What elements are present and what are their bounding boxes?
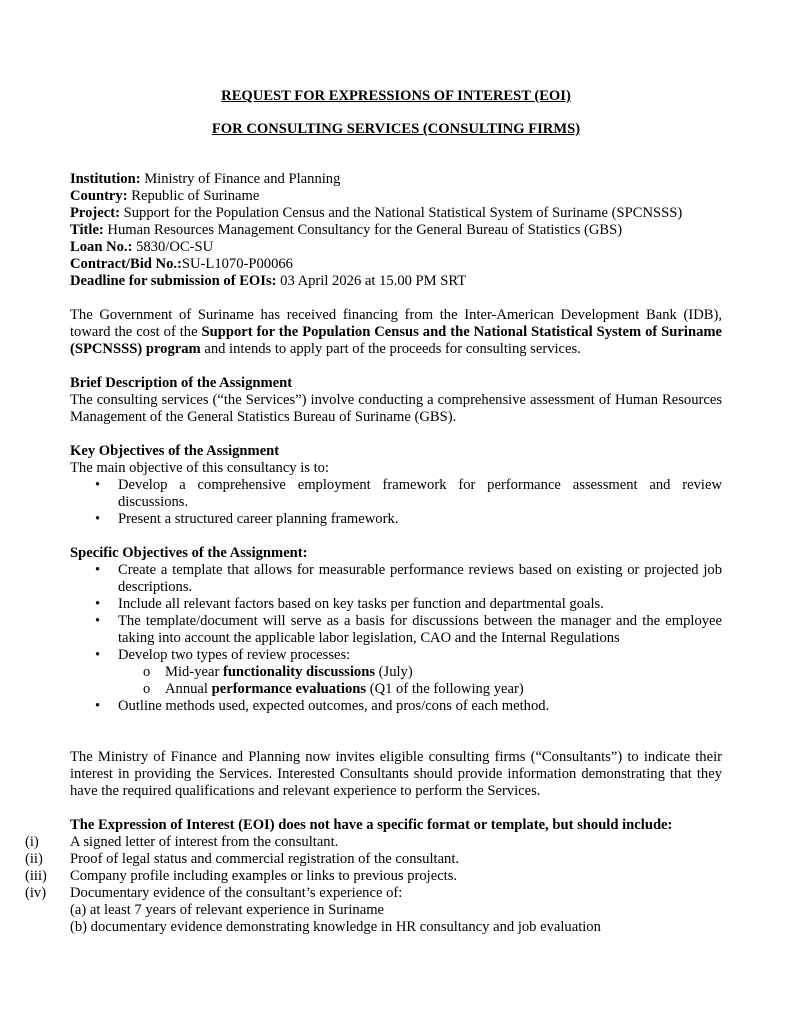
- eoi-item-ii: [25, 851, 722, 868]
- specific-objective-text: Create a template that allows for measurable performance reviews based on existing or projected job descriptions.: [118, 562, 722, 595]
- eoi-item-i: [25, 834, 722, 851]
- eoi-item-text: Company profile including examples or links to previous projects.: [70, 868, 458, 884]
- key-objectives-section: [70, 443, 722, 528]
- key-objectives-heading: Key Objectives of the Assignment: [70, 443, 280, 459]
- bullet-icon: •: [95, 647, 101, 663]
- field-contract-bid-no-label: Contract/Bid No.:: [70, 256, 182, 272]
- field-country-label: Country:: [70, 188, 128, 204]
- eoi-requirements-section: [25, 817, 722, 936]
- field-title: [70, 222, 722, 239]
- eoi-item-number: (ii): [25, 851, 43, 867]
- sub-bullet-icon: o: [143, 681, 151, 697]
- brief-description-heading: Brief Description of the Assignment: [70, 375, 293, 391]
- review-process-sub-item: [70, 664, 722, 681]
- field-project-value: Support for the Population Census and the National Statistical System of Suriname (SPCNSSS): [119, 205, 683, 221]
- specific-objective-item: [70, 613, 722, 647]
- sub-item-pre: Mid-year: [165, 664, 223, 680]
- document-title-line1: REQUEST FOR EXPRESSIONS OF INTEREST (EOI): [221, 88, 571, 104]
- eoi-sub-item-a: (a) at least 7 years of relevant experience in Suriname: [70, 902, 385, 918]
- field-deadline: [70, 273, 722, 290]
- eoi-requirements-heading: The Expression of Interest (EOI) does not have a specific format or template, but should include:: [70, 817, 673, 833]
- key-objective-item: [70, 477, 722, 511]
- document-fields-block: [70, 171, 722, 290]
- eoi-item-number: (iii): [25, 868, 47, 884]
- brief-description-section: [70, 375, 722, 426]
- specific-objective-item: [70, 647, 722, 664]
- intro-bold-program: Support for the Population Census and the National Statistical System of Suriname (SPCNSSS) program: [70, 324, 722, 357]
- field-institution-label: Institution:: [70, 171, 141, 187]
- sub-item-post: (Q1 of the following year): [366, 681, 524, 697]
- field-loan-no-value: 5830/OC-SU: [132, 239, 214, 255]
- eoi-item-text: Proof of legal status and commercial registration of the consultant.: [70, 851, 460, 867]
- document-title-line2: FOR CONSULTING SERVICES (CONSULTING FIRMS): [211, 121, 581, 137]
- field-project-label: Project:: [70, 205, 120, 221]
- specific-objectives-heading: Specific Objectives of the Assignment:: [70, 545, 308, 561]
- field-institution: [70, 171, 722, 188]
- specific-objective-item: [70, 698, 722, 715]
- field-institution-value: Ministry of Finance and Planning: [140, 171, 341, 187]
- specific-objective-text: Develop two types of review processes:: [118, 647, 351, 663]
- field-loan-no: [70, 239, 722, 256]
- key-objective-text: Present a structured career planning framework.: [118, 511, 399, 527]
- specific-objective-text: The template/document will serve as a basis for discussions between the manager and the employee taking into account the applicable labor legislation, CAO and the Internal Regulations: [118, 613, 722, 646]
- sub-bullet-icon: o: [143, 664, 151, 680]
- eoi-item-iii: [25, 868, 722, 885]
- specific-objective-text: Outline methods used, expected outcomes, and pros/cons of each method.: [118, 698, 550, 714]
- bullet-icon: •: [95, 698, 101, 714]
- bullet-icon: •: [95, 477, 101, 493]
- key-objectives-intro: The main objective of this consultancy is to:: [70, 460, 329, 476]
- review-process-sub-item: [70, 681, 722, 698]
- field-contract-bid-no-value: SU-L1070-P00066: [181, 256, 293, 272]
- sub-item-pre: Annual: [165, 681, 212, 697]
- review-process-sub-text: [165, 664, 722, 681]
- specific-objective-item: [70, 562, 722, 596]
- key-objective-text: Develop a comprehensive employment framework for performance assessment and review discussions.: [118, 477, 722, 510]
- field-deadline-value: 03 April 2026 at 15.00 PM SRT: [276, 273, 467, 289]
- sub-item-bold: performance evaluations: [211, 681, 367, 697]
- field-loan-no-label: Loan No.:: [70, 239, 133, 255]
- field-deadline-label: Deadline for submission of EOIs:: [70, 273, 277, 289]
- eoi-item-iv: [25, 885, 722, 902]
- bullet-icon: •: [95, 562, 101, 578]
- invitation-paragraph: The Ministry of Finance and Planning now invites eligible consulting firms (“Consultants”) to indicate their interest in providing the Services. Interested Consultants should provide information demonstrating that they have the required qualifications and relevant experience to perform the Services.: [70, 749, 722, 799]
- eoi-sub-item-b: (b) documentary evidence demonstrating knowledge in HR consultancy and job evaluation: [70, 919, 601, 935]
- eoi-item-text: A signed letter of interest from the consultant.: [70, 834, 339, 850]
- intro-part1: The Government of Suriname has received financing from the Inter-American Development Bank (IDB), toward the cost of the: [70, 307, 722, 340]
- sub-item-bold: functionality discussions: [222, 664, 376, 680]
- field-project: [70, 205, 722, 222]
- field-title-value: Human Resources Management Consultancy for the General Bureau of Statistics (GBS): [103, 222, 623, 238]
- field-country-value: Republic of Suriname: [127, 188, 260, 204]
- bullet-icon: •: [95, 596, 101, 612]
- eoi-item-number: (iv): [25, 885, 47, 901]
- eoi-item-number: (i): [25, 834, 39, 850]
- field-title-label: Title:: [70, 222, 104, 238]
- bullet-icon: •: [95, 511, 101, 527]
- bullet-icon: •: [95, 613, 101, 629]
- review-process-sub-text: [165, 681, 722, 698]
- key-objective-item: [70, 511, 722, 528]
- intro-paragraph: [70, 307, 722, 358]
- brief-description-body: The consulting services (“the Services”) involve conducting a comprehensive assessment of Human Resources Management of the General Statistics Bureau of Suriname (GBS).: [70, 392, 722, 425]
- intro-part2: and intends to apply part of the proceeds for consulting services.: [200, 341, 581, 357]
- field-contract-bid-no: [70, 256, 722, 273]
- specific-objectives-section: [70, 545, 722, 715]
- sub-item-post: (July): [375, 664, 413, 680]
- eoi-item-text: Documentary evidence of the consultant’s experience of:: [70, 885, 403, 901]
- specific-objective-text: Include all relevant factors based on key tasks per function and departmental goals.: [118, 596, 604, 612]
- specific-objective-item: [70, 596, 722, 613]
- field-country: [70, 188, 722, 205]
